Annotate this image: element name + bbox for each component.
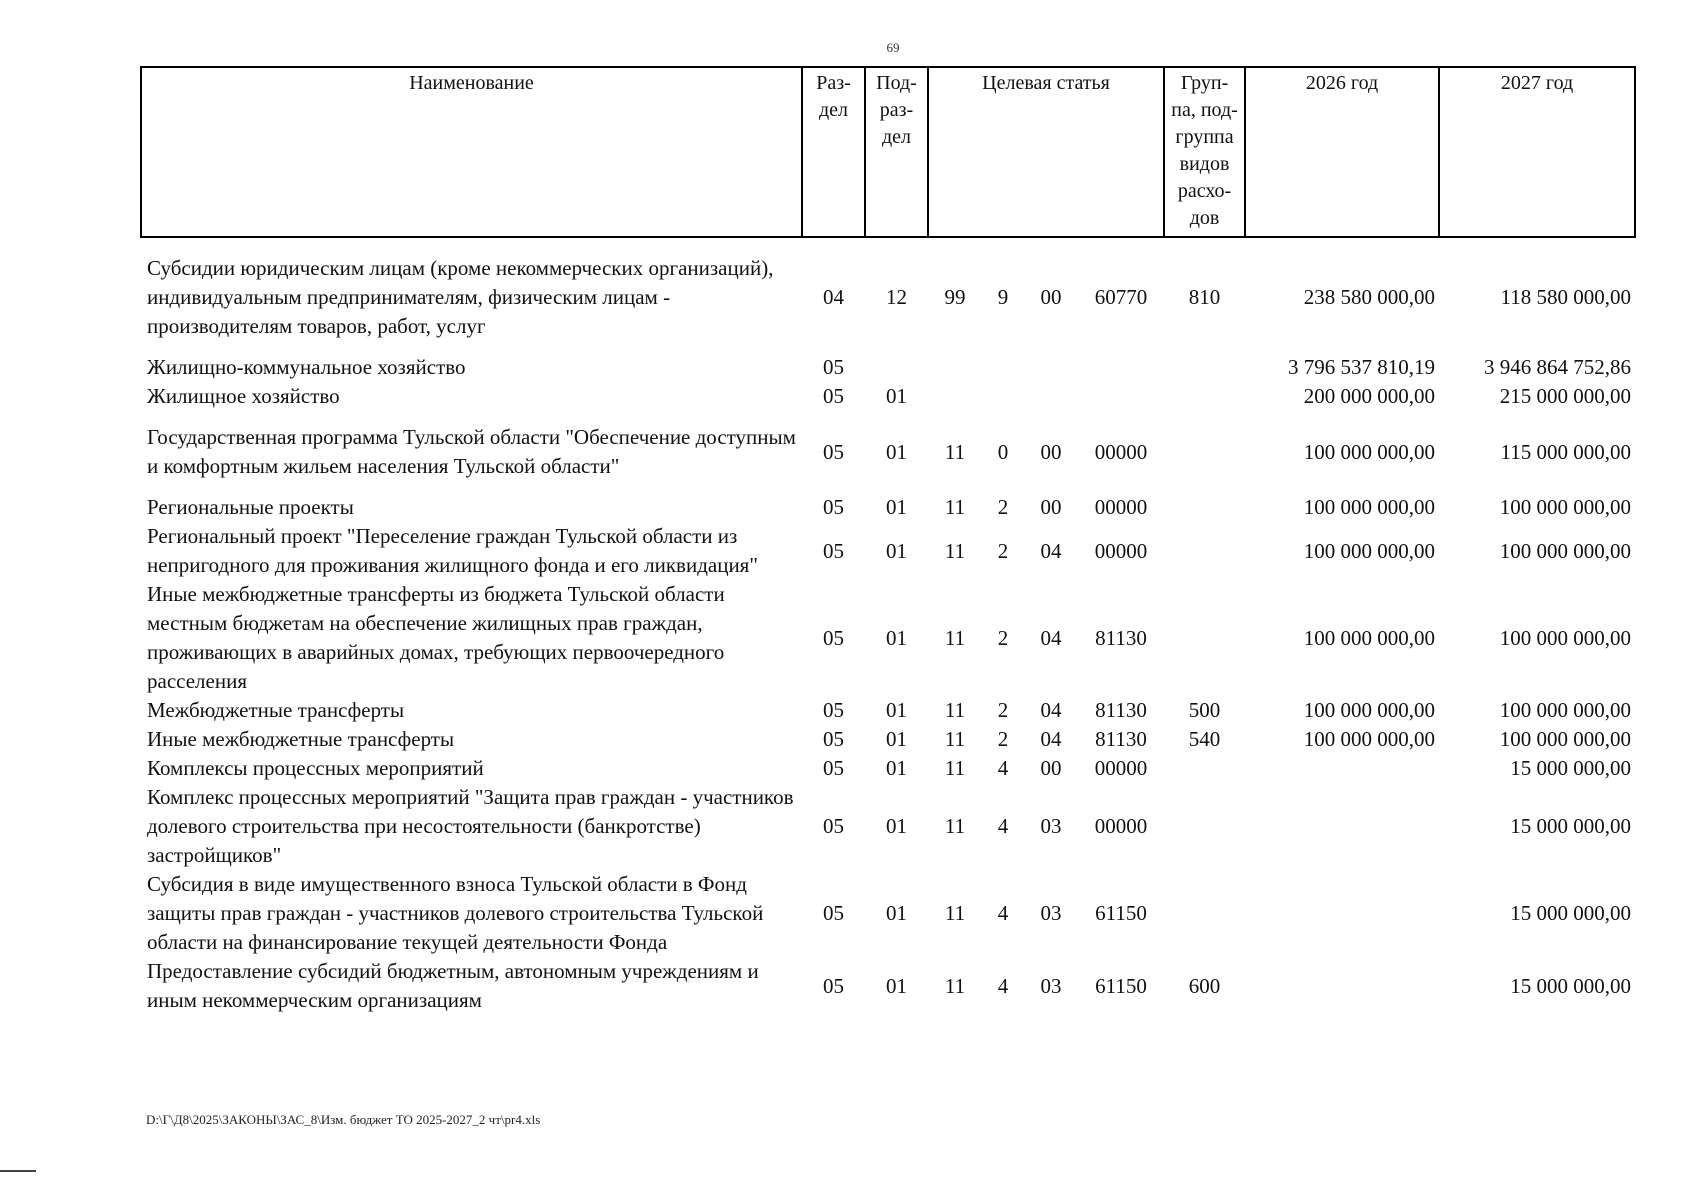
row-target-code: 00000 <box>1094 814 1148 838</box>
row-target-subdirection <box>1024 341 1078 382</box>
row-amount-2026: 100 000 000,00 <box>1303 495 1436 519</box>
row-name: Субсидия в виде имущественного взноса Тульской области в Фонд защиты прав граждан - участников долевого строительства Тульской области на финансирование текущей деятельности Фонда <box>147 872 764 954</box>
row-target-code: 81130 <box>1095 625 1147 650</box>
row-razdel: 05 <box>823 756 844 780</box>
row-target-program <box>928 382 982 411</box>
row-target-direction: 2 <box>997 495 1009 519</box>
row-podrazdel: 01 <box>886 625 907 650</box>
row-name: Жилищное хозяйство <box>147 384 340 408</box>
row-podrazdel: 01 <box>886 973 907 998</box>
row-amount-2026: 238 580 000,00 <box>1303 285 1436 309</box>
row-target-code: 00000 <box>1094 756 1148 780</box>
row-target-program: 11 <box>944 625 966 650</box>
row-target-subdirection: 00 <box>1040 495 1062 519</box>
row-amount-2027: 118 580 000,00 <box>1500 285 1632 309</box>
table-row <box>141 237 1635 341</box>
row-target-subdirection: 03 <box>1040 973 1062 998</box>
header-name: Наименование <box>141 67 802 237</box>
row-expense-group: 810 <box>1188 285 1221 309</box>
row-target-program: 11 <box>944 901 966 925</box>
table-row <box>141 580 1635 696</box>
row-amount-2026 <box>1245 870 1439 957</box>
row-expense-group <box>1164 481 1245 522</box>
row-target-program: 11 <box>944 973 966 998</box>
row-razdel: 05 <box>823 814 844 838</box>
table-row <box>141 957 1635 1015</box>
row-amount-2027: 115 000 000,00 <box>1500 439 1632 464</box>
row-amount-2026: 100 000 000,00 <box>1303 538 1436 563</box>
row-target-code <box>1078 341 1164 382</box>
row-target-subdirection: 04 <box>1040 727 1062 751</box>
row-target-direction: 2 <box>997 538 1009 563</box>
row-target-code: 00000 <box>1094 439 1148 464</box>
row-amount-2026: 100 000 000,00 <box>1303 625 1436 650</box>
row-name: Жилищно-коммунальное хозяйство <box>147 355 466 379</box>
row-target-program: 11 <box>944 756 966 780</box>
row-target-code: 61150 <box>1095 901 1147 925</box>
row-target-direction: 2 <box>997 698 1009 722</box>
row-razdel: 05 <box>823 538 844 563</box>
row-amount-2026: 100 000 000,00 <box>1303 727 1436 751</box>
row-target-code: 60770 <box>1094 285 1148 309</box>
budget-table <box>140 66 1636 1015</box>
row-target-direction: 4 <box>997 973 1009 998</box>
row-amount-2026 <box>1245 754 1439 783</box>
row-target-direction: 4 <box>997 756 1009 780</box>
row-target-subdirection: 00 <box>1040 439 1062 464</box>
header-podrazdel: Под- раз- дел <box>865 67 928 237</box>
row-amount-2027: 15 000 000,00 <box>1510 756 1632 780</box>
row-target-code <box>1078 382 1164 411</box>
table-row <box>141 870 1635 957</box>
table-header <box>141 67 1635 237</box>
row-target-program: 99 <box>944 285 966 309</box>
row-podrazdel: 01 <box>886 495 907 519</box>
table-row <box>141 522 1635 580</box>
row-expense-group <box>1164 754 1245 783</box>
row-razdel: 05 <box>823 973 844 998</box>
row-razdel: 05 <box>823 495 844 519</box>
row-expense-group <box>1164 341 1245 382</box>
row-expense-group: 600 <box>1188 973 1221 998</box>
row-podrazdel: 01 <box>886 814 907 838</box>
row-name: Субсидии юридическим лицам (кроме некоммерческих организаций), индивидуальным предпринимателям, физическим лицам - производителям товаров, работ, услуг <box>147 256 774 338</box>
row-podrazdel: 01 <box>886 901 907 925</box>
row-amount-2027: 15 000 000,00 <box>1510 814 1632 838</box>
row-target-subdirection: 04 <box>1040 538 1062 563</box>
row-expense-group <box>1164 522 1245 580</box>
scan-edge-mark <box>0 1170 36 1172</box>
row-target-subdirection: 03 <box>1040 814 1062 838</box>
row-target-direction: 4 <box>997 814 1009 838</box>
header-target-article: Целевая статья <box>928 67 1164 237</box>
row-target-program <box>928 341 982 382</box>
row-razdel: 05 <box>823 384 844 408</box>
row-name: Предоставление субсидий бюджетным, автономным учреждениям и иным некоммерческим организациям <box>147 959 759 1012</box>
footer-file-path: D:\Г\Д8\2025\ЗАКОНЫ\ЗАС_8\Изм. бюджет ТО 2025-2027_2 чт\pr4.xls <box>146 1112 541 1127</box>
row-target-code: 61150 <box>1095 973 1147 998</box>
row-amount-2027: 100 000 000,00 <box>1499 495 1632 519</box>
row-target-code: 81130 <box>1095 698 1147 722</box>
row-podrazdel: 01 <box>886 384 907 408</box>
table-row <box>141 481 1635 522</box>
row-expense-group: 540 <box>1188 727 1221 751</box>
row-target-direction: 0 <box>997 439 1009 464</box>
table-row <box>141 725 1635 754</box>
table-row <box>141 411 1635 481</box>
row-target-direction: 9 <box>997 285 1009 309</box>
row-target-program: 11 <box>944 727 966 751</box>
row-amount-2027: 15 000 000,00 <box>1510 973 1632 998</box>
row-amount-2026: 200 000 000,00 <box>1303 384 1436 408</box>
row-name: Иные межбюджетные трансферты <box>147 727 455 751</box>
row-target-direction: 4 <box>997 901 1009 925</box>
row-expense-group <box>1164 411 1245 481</box>
row-podrazdel: 01 <box>886 756 907 780</box>
row-razdel: 05 <box>823 698 844 722</box>
row-target-program: 11 <box>944 814 966 838</box>
row-target-subdirection: 03 <box>1040 901 1062 925</box>
row-amount-2027: 215 000 000,00 <box>1499 384 1632 408</box>
row-target-program: 11 <box>944 495 966 519</box>
row-name: Региональные проекты <box>147 495 354 519</box>
row-amount-2027: 15 000 000,00 <box>1510 901 1632 925</box>
row-target-code: 00000 <box>1094 495 1148 519</box>
row-target-direction <box>982 341 1024 382</box>
row-expense-group: 500 <box>1188 698 1221 722</box>
table-row <box>141 382 1635 411</box>
row-name: Иные межбюджетные трансферты из бюджета Тульской области местным бюджетам на обеспечение жилищных прав граждан, проживающих в аварийных домах, требующих первоочередного расселения <box>147 582 725 693</box>
row-amount-2026: 3 796 537 810,19 <box>1288 355 1436 379</box>
row-amount-2026: 100 000 000,00 <box>1303 698 1436 722</box>
row-amount-2026 <box>1245 957 1439 1015</box>
row-podrazdel <box>865 341 928 382</box>
row-podrazdel: 01 <box>886 698 907 722</box>
row-target-code: 81130 <box>1095 727 1147 751</box>
row-podrazdel: 01 <box>886 538 907 563</box>
row-expense-group <box>1164 783 1245 870</box>
row-target-subdirection: 04 <box>1040 625 1062 650</box>
row-amount-2027: 100 000 000,00 <box>1499 625 1632 650</box>
row-name: Государственная программа Тульской области "Обеспечение доступным и комфортным жильем населения Тульской области" <box>147 425 796 478</box>
header-expense-group: Груп- па, под- группа видов расхо- дов <box>1164 67 1245 237</box>
table-row <box>141 341 1635 382</box>
row-name: Комплекс процессных мероприятий "Защита прав граждан - участников долевого строительства при несостоятельности (банкротстве) застройщиков" <box>147 785 794 867</box>
row-expense-group <box>1164 382 1245 411</box>
table-row <box>141 783 1635 870</box>
header-year-2027: 2027 год <box>1439 67 1635 237</box>
row-target-direction: 2 <box>997 727 1009 751</box>
table-body <box>141 237 1635 1015</box>
row-expense-group <box>1164 580 1245 696</box>
row-podrazdel: 01 <box>886 727 907 751</box>
row-podrazdel: 12 <box>886 285 907 309</box>
row-razdel: 05 <box>823 439 844 464</box>
row-target-direction: 2 <box>997 625 1009 650</box>
row-target-subdirection: 00 <box>1040 285 1062 309</box>
header-row <box>141 67 1635 237</box>
row-target-subdirection <box>1024 382 1078 411</box>
header-razdel: Раз- дел <box>802 67 865 237</box>
table-row <box>141 696 1635 725</box>
row-name: Комплексы процессных мероприятий <box>147 756 484 780</box>
row-expense-group <box>1164 870 1245 957</box>
row-razdel: 05 <box>823 625 844 650</box>
row-amount-2027: 100 000 000,00 <box>1499 698 1632 722</box>
row-razdel: 04 <box>823 285 844 309</box>
row-target-code: 00000 <box>1094 538 1148 563</box>
row-target-subdirection: 00 <box>1040 756 1062 780</box>
row-razdel: 05 <box>823 727 844 751</box>
row-name: Межбюджетные трансферты <box>147 698 405 722</box>
table-row <box>141 754 1635 783</box>
row-podrazdel: 01 <box>886 439 907 464</box>
row-target-direction <box>982 382 1024 411</box>
row-razdel: 05 <box>823 355 844 379</box>
row-target-program: 11 <box>944 439 966 464</box>
row-amount-2027: 100 000 000,00 <box>1499 727 1632 751</box>
row-amount-2026 <box>1245 783 1439 870</box>
header-year-2026: 2026 год <box>1245 67 1439 237</box>
row-razdel: 05 <box>823 901 844 925</box>
budget-sheet <box>140 66 1634 1015</box>
row-amount-2027: 3 946 864 752,86 <box>1484 355 1632 379</box>
row-amount-2027: 100 000 000,00 <box>1499 538 1632 563</box>
row-amount-2026: 100 000 000,00 <box>1303 439 1436 464</box>
row-target-subdirection: 04 <box>1040 698 1062 722</box>
row-target-program: 11 <box>944 698 966 722</box>
page-number: 69 <box>886 40 900 55</box>
row-target-program: 11 <box>944 538 966 563</box>
row-name: Региональный проект "Переселение граждан Тульской области из непригодного для проживания жилищного фонда и его ликвидация" <box>147 524 758 577</box>
